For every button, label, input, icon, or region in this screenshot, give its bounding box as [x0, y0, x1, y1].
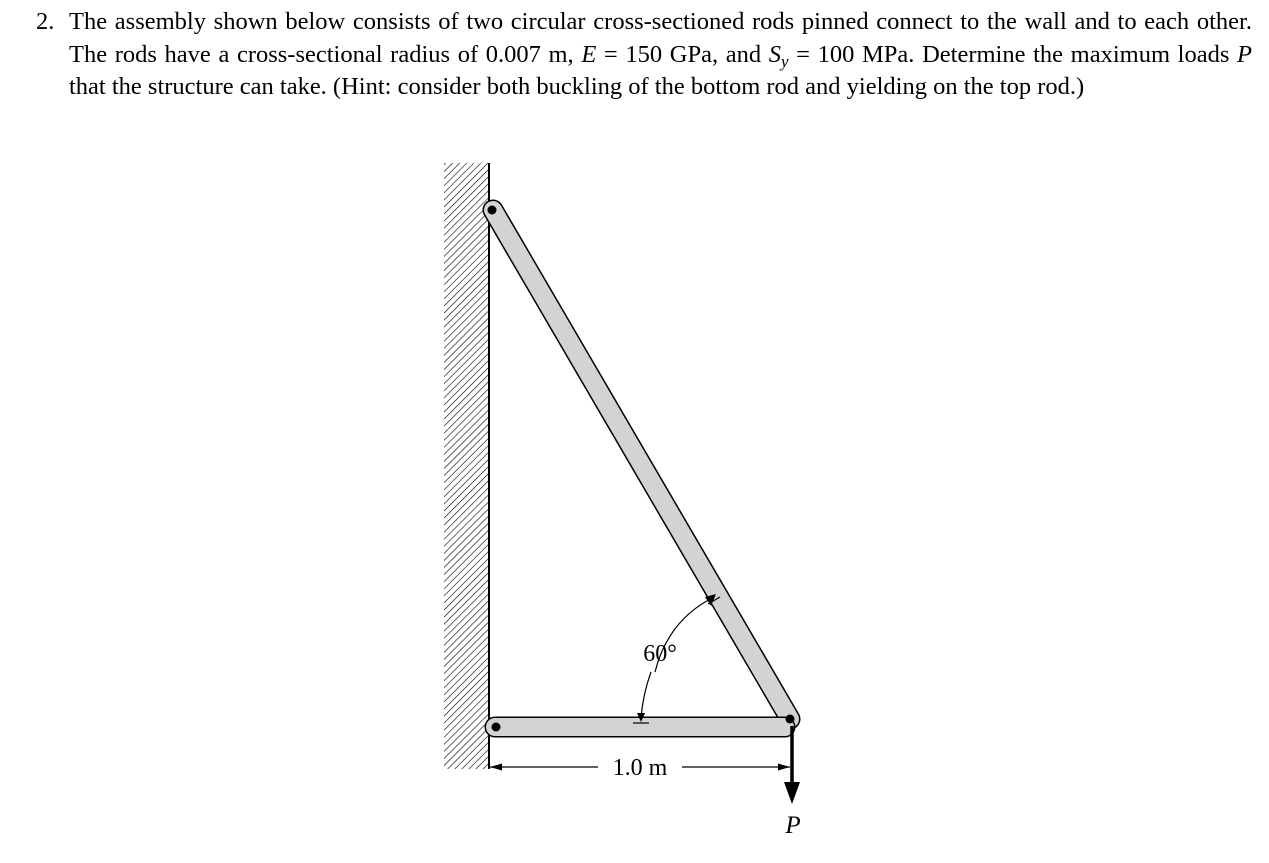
pin-joint [786, 715, 795, 724]
load-label: P [785, 812, 801, 839]
top-rod [493, 210, 790, 719]
pin-bottom-wall [492, 723, 501, 732]
problem-text-part-2: = 150 GPa, and [596, 40, 769, 68]
problem-text-part-4: that the structure can take. (Hint: consider both buckling of the bottom rod and yielding on the top rod.) [69, 73, 1085, 100]
problem-text-part-3: = 100 MPa. Determine the maximum loads [788, 40, 1238, 68]
angle-label: 60° [643, 641, 677, 667]
yield-strength-subscript: y [781, 51, 789, 71]
yield-strength-symbol: S [768, 40, 781, 68]
pin-top-wall [488, 206, 497, 215]
wall [444, 163, 489, 769]
problem-text-part-1: The assembly shown below consists of two circular cross-sectioned rods pinned connect to the wall and to each other. The rods have a cross-sectional radius of 0.007 m, [69, 8, 1252, 68]
load-arrow [784, 726, 800, 804]
load-symbol: P [1237, 40, 1252, 68]
problem-number: 2. [36, 8, 55, 35]
modulus-symbol: E [581, 40, 597, 68]
length-label: 1.0 m [612, 755, 668, 781]
wall-hatching [444, 163, 488, 769]
